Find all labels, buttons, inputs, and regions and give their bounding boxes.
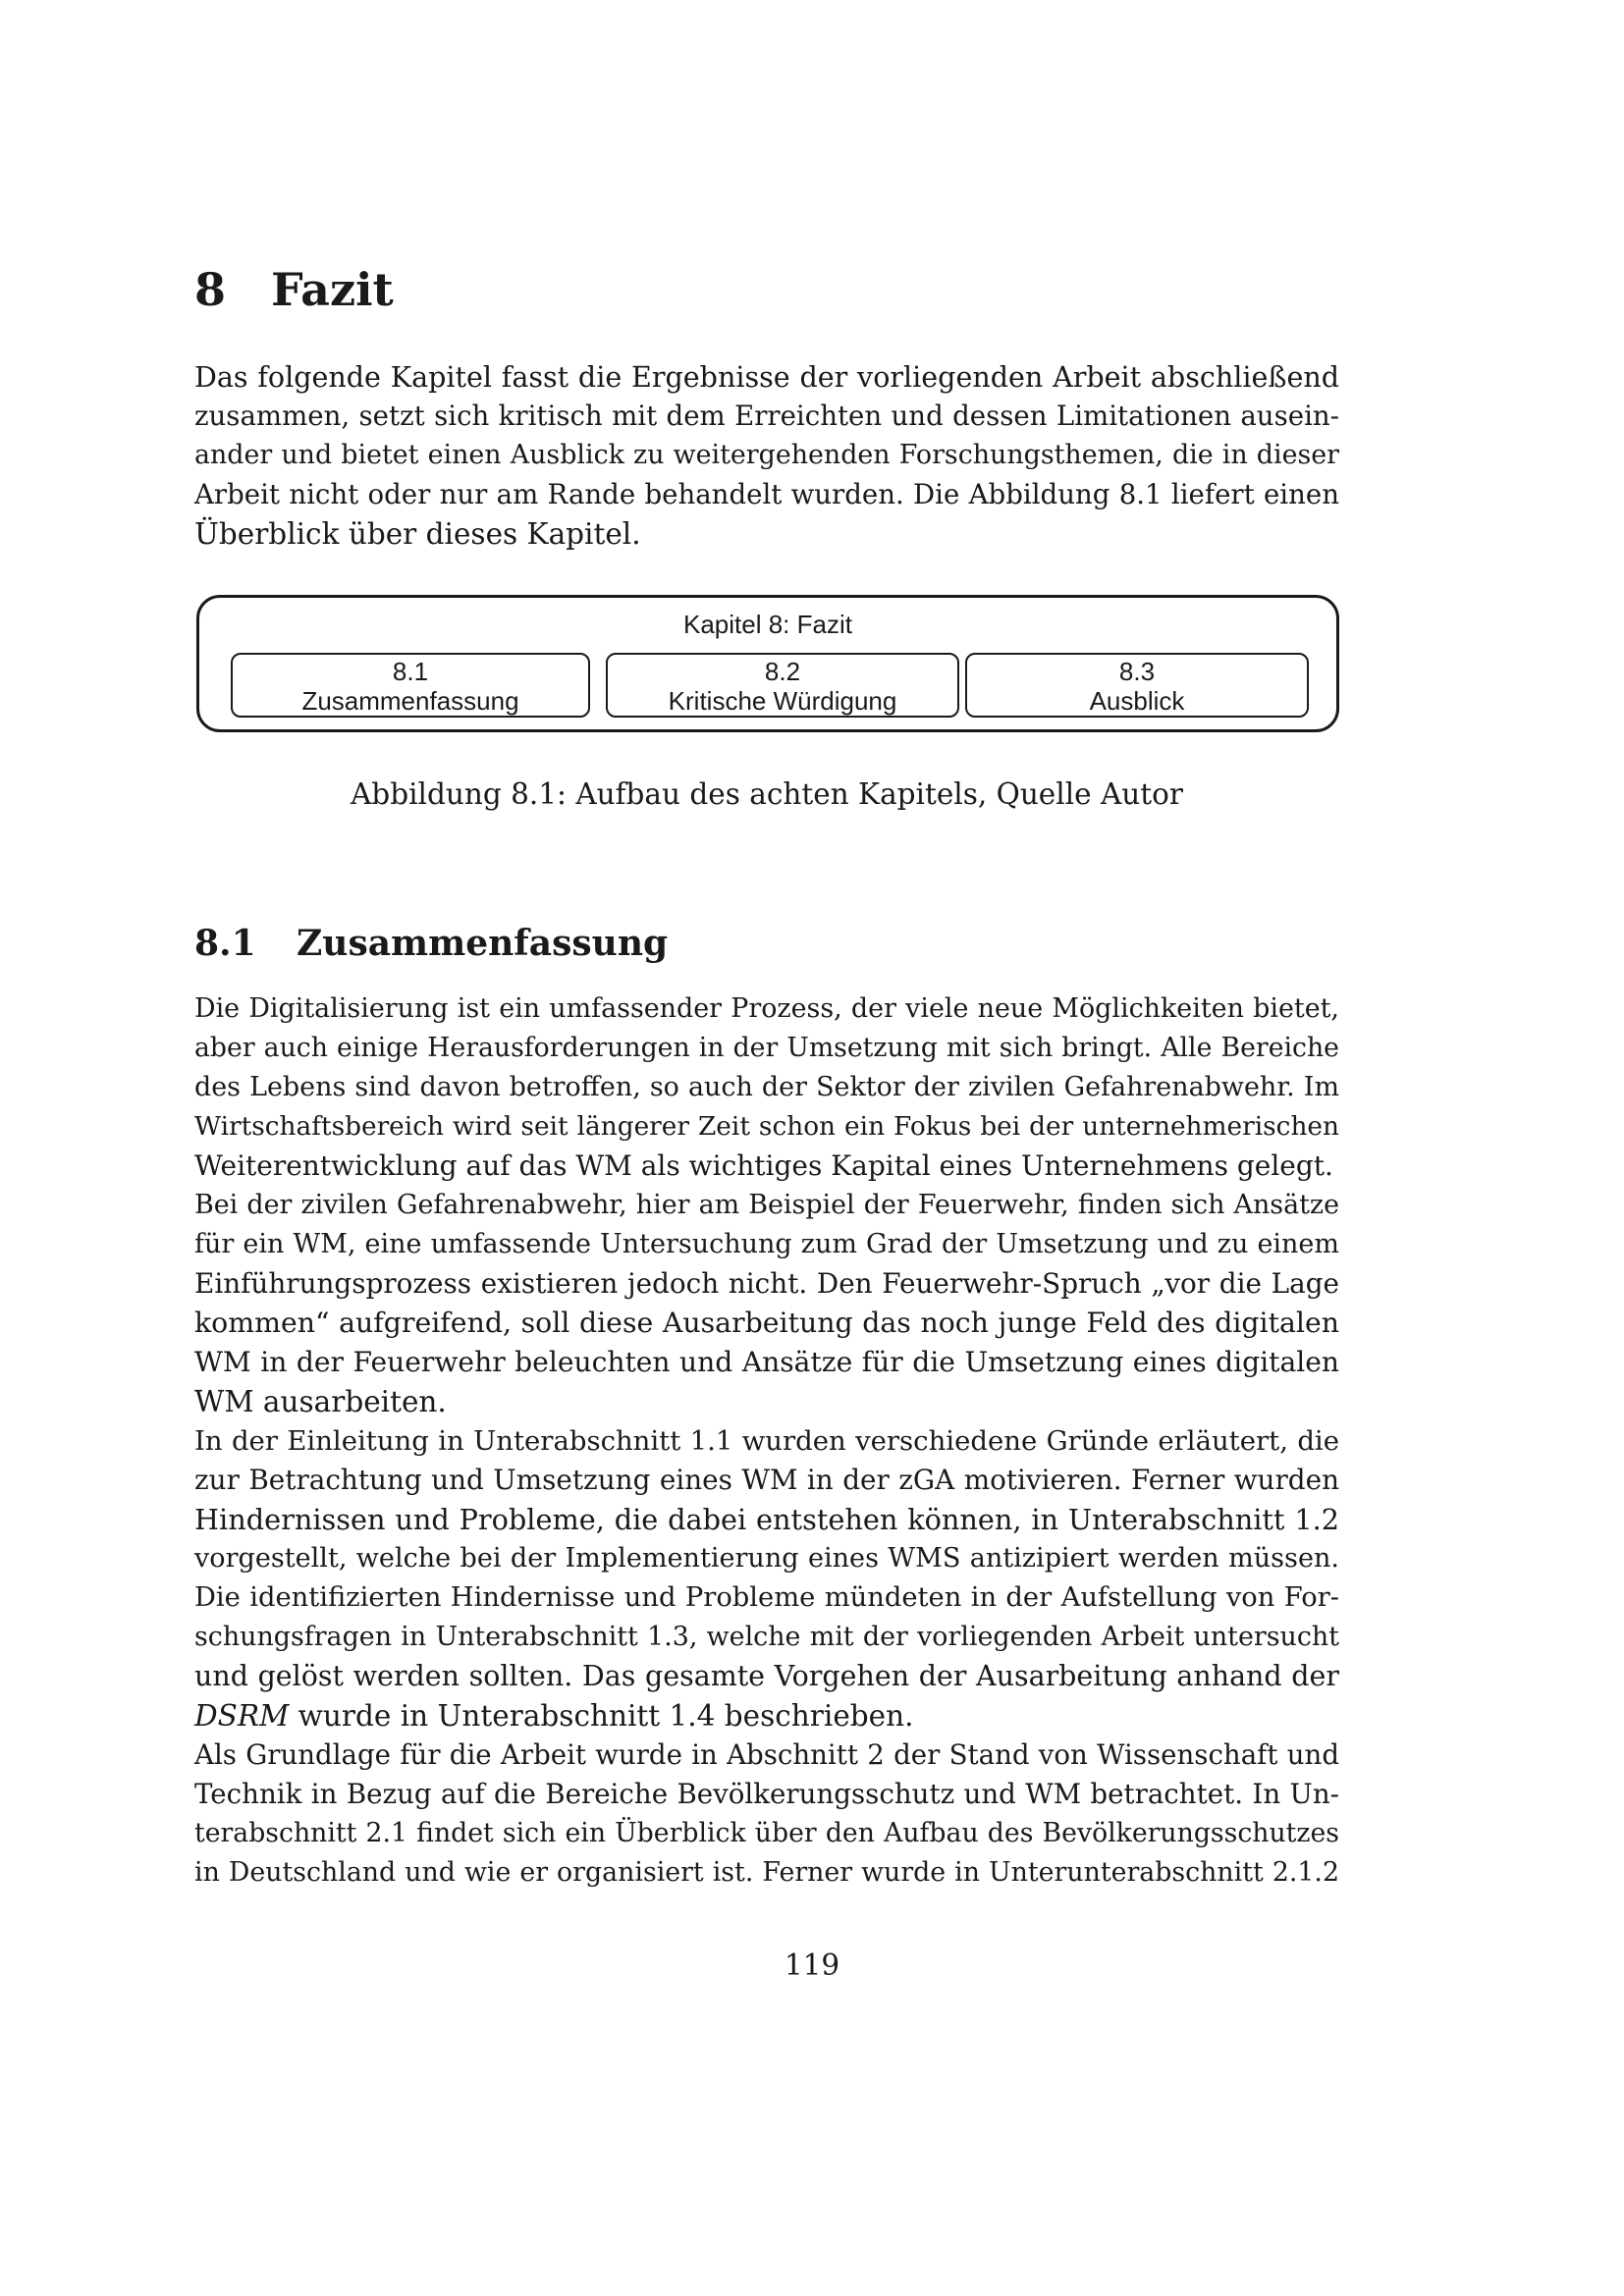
- diagram-box-number: 8.2: [764, 657, 801, 686]
- section-heading: [194, 923, 668, 964]
- diagram-box-label: Zusammenfassung: [301, 686, 519, 716]
- text-line: vorgestellt, welche bei der Implementierung eines WMS antizipiert werden müssen.: [194, 1543, 1339, 1574]
- diagram-box-critical-review: [606, 653, 959, 718]
- page-number: 119: [784, 1949, 840, 1982]
- diagram-box-label: Ausblick: [1089, 686, 1185, 716]
- diagram-box-summary: [231, 653, 590, 718]
- text-line: Wirtschaftsbereich wird seit längerer Zeit schon ein Fokus bei der unternehmerischen: [194, 1112, 1339, 1142]
- text-line: schungsfragen in Unterabschnitt 1.3, welche mit der vorliegenden Arbeit untersucht: [194, 1622, 1339, 1652]
- text-line: aber auch einige Herausforderungen in der Umsetzung mit sich bringt. Alle Bereiche: [194, 1033, 1339, 1063]
- diagram-box-number: 8.1: [392, 657, 429, 686]
- text-line: WM ausarbeiten.: [194, 1385, 447, 1418]
- diagram-box-number: 8.3: [1118, 657, 1156, 686]
- text-line: in Deutschland und wie er organisiert ist. Ferner wurde in Unterunterabschnitt 2.1.2: [194, 1857, 1339, 1888]
- text-line: kommen“ aufgreifend, soll diese Ausarbeitung das noch junge Feld des digitalen: [194, 1307, 1339, 1339]
- text-line: Hindernissen und Probleme, die dabei entstehen können, in Unterabschnitt 1.2: [194, 1503, 1339, 1536]
- text-line: Arbeit nicht oder nur am Rande behandelt wurden. Die Abbildung 8.1 liefert einen: [194, 478, 1339, 510]
- text-line: Das folgende Kapitel fasst die Ergebnisse der vorliegenden Arbeit abschließend: [194, 360, 1339, 394]
- text-line: Die identifizierten Hindernisse und Probleme mündeten in der Aufstellung von For-: [194, 1582, 1339, 1613]
- figure-caption: Abbildung 8.1: Aufbau des achten Kapitels, Quelle Autor: [351, 777, 1183, 811]
- text-line: Einführungsprozess existieren jedoch nicht. Den Feuerwehr-Spruch „vor die Lage: [194, 1267, 1339, 1300]
- summary-paragraph: [194, 989, 1339, 1893]
- text-line: terabschnitt 2.1 findet sich ein Überblick über den Aufbau des Bevölkerungsschutzes: [194, 1818, 1339, 1848]
- text-line: Bei der zivilen Gefahrenabwehr, hier am Beispiel der Feuerwehr, finden sich Ansätze: [194, 1190, 1339, 1220]
- text-line: Überblick über dieses Kapitel.: [194, 517, 641, 551]
- chapter-heading: [194, 263, 394, 316]
- text-line-rest: wurde in Unterabschnitt 1.4 beschrieben.: [298, 1699, 914, 1733]
- italic-term: DSRM: [194, 1699, 290, 1733]
- text-line: zur Betrachtung und Umsetzung eines WM in der zGA motivieren. Ferner wurden: [194, 1464, 1339, 1496]
- section-number: 8.1: [194, 923, 256, 964]
- text-line: und gelöst werden sollten. Das gesamte Vorgehen der Ausarbeitung anhand der: [194, 1660, 1339, 1692]
- text-line: für ein WM, eine umfassende Untersuchung zum Grad der Umsetzung und zu einem: [194, 1229, 1339, 1259]
- diagram-box-outlook: [965, 653, 1309, 718]
- intro-paragraph: [194, 357, 1339, 554]
- text-line: zusammen, setzt sich kritisch mit dem Erreichten und dessen Limitationen ausein-: [194, 400, 1339, 432]
- text-line: ander und bietet einen Ausblick zu weitergehenden Forschungsthemen, die in dieser: [194, 440, 1339, 470]
- chapter-structure-diagram: [196, 595, 1339, 732]
- text-line: Als Grundlage für die Arbeit wurde in Abschnitt 2 der Stand von Wissenschaft und: [194, 1738, 1339, 1771]
- text-line: WM in der Feuerwehr beleuchten und Ansätze für die Umsetzung eines digitalen: [194, 1346, 1339, 1378]
- text-line: Die Digitalisierung ist ein umfassender Prozess, der viele neue Möglichkeiten bietet,: [194, 993, 1339, 1024]
- diagram-title: Kapitel 8: Fazit: [683, 610, 852, 639]
- chapter-number: 8: [194, 263, 227, 316]
- text-line: Weiterentwicklung auf das WM als wichtiges Kapital eines Unternehmens gelegt.: [194, 1149, 1333, 1182]
- section-title: Zusammenfassung: [297, 923, 669, 964]
- text-line: Technik in Bezug auf die Bereiche Bevölkerungsschutz und WM betrachtet. In Un-: [194, 1778, 1339, 1810]
- text-line: [194, 1696, 1339, 1735]
- diagram-box-label: Kritische Würdigung: [668, 686, 897, 716]
- chapter-title: Fazit: [271, 263, 394, 316]
- text-line: In der Einleitung in Unterabschnitt 1.1 wurden verschiedene Gründe erläutert, die: [194, 1425, 1339, 1457]
- text-line: des Lebens sind davon betroffen, so auch der Sektor der zivilen Gefahrenabwehr. Im: [194, 1072, 1339, 1102]
